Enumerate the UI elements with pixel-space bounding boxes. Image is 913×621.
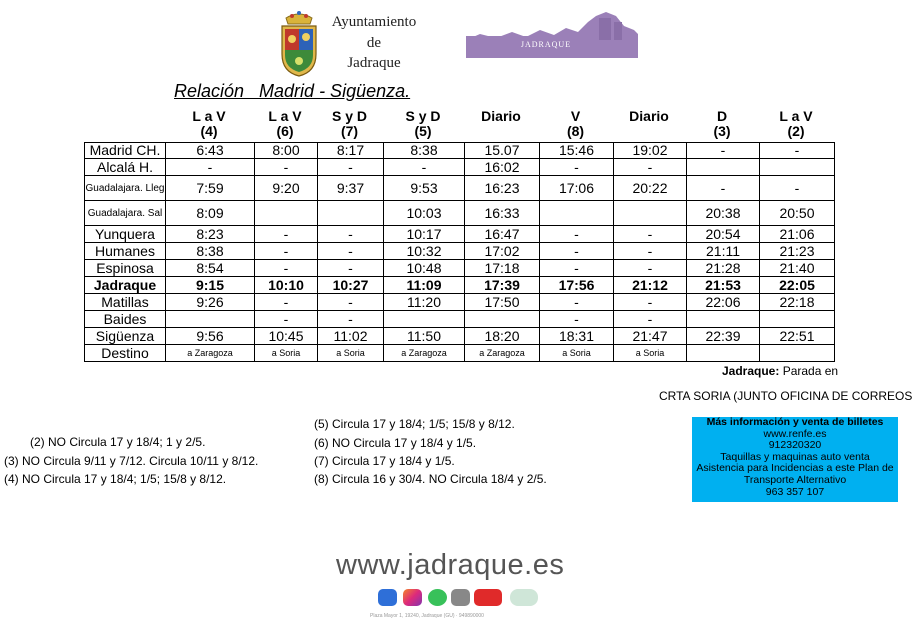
time-cell: 9:15 [166,277,255,294]
time-cell: 21:47 [614,328,687,345]
time-cell: 17:18 [465,260,540,277]
station-cell: Destino [85,345,166,362]
time-cell: - [540,294,614,311]
jadraque-banner-logo [466,8,638,58]
column-header-8 [686,109,758,139]
column-days: D [716,108,728,124]
info-phone: 912320320 [768,439,822,452]
column-note: (4) [200,123,218,139]
time-cell: 20:22 [614,176,687,201]
time-cell: 21:12 [614,277,687,294]
station-cell: Baides [85,311,166,328]
footnote-5: (5) Circula 17 y 18/4; 1/5; 15/8 y 8/12. [314,417,515,431]
coat-of-arms-logo [278,10,320,78]
info-phone-incidents: 963 357 107 [765,485,825,498]
time-cell: - [614,159,687,176]
footnote-2: (2) NO Circula 17 y 18/4; 1 y 2/5. [30,435,206,449]
table-row [85,294,835,311]
time-cell [760,159,835,176]
footnote-8: (8) Circula 16 y 30/4. NO Circula 18/4 y 2/5. [314,472,547,486]
time-cell: 20:38 [687,201,760,226]
table-row [85,226,835,243]
time-cell [255,201,318,226]
time-cell [614,201,687,226]
column-note: (2) [787,123,805,139]
time-cell: - [255,243,318,260]
time-cell: a Soria [614,345,687,362]
info-box [692,417,898,502]
time-cell: - [318,294,384,311]
column-note: (3) [713,123,731,139]
time-cell: 21:40 [760,260,835,277]
time-cell [687,311,760,328]
time-cell: 17:06 [540,176,614,201]
time-cell: 7:59 [166,176,255,201]
time-cell: 20:50 [760,201,835,226]
time-cell: - [318,159,384,176]
time-cell: - [540,311,614,328]
footer-website-link[interactable]: www.jadraque.es [336,549,565,581]
time-cell: - [614,260,687,277]
time-cell: 21:53 [687,277,760,294]
column-header-4 [383,109,463,139]
time-cell: - [540,226,614,243]
instagram-icon[interactable] [403,589,422,606]
time-cell: 10:03 [384,201,465,226]
time-cell [166,311,255,328]
time-cell: a Soria [255,345,318,362]
time-cell: 17:39 [465,277,540,294]
time-cell: 21:23 [760,243,835,260]
time-cell: 8:17 [318,143,384,159]
time-cell: 17:02 [465,243,540,260]
time-cell: - [540,159,614,176]
whatsapp-icon[interactable] [428,589,447,606]
ayuntamiento-line-2: de [366,35,382,51]
time-cell: 8:00 [255,143,318,159]
time-cell: - [760,176,835,201]
time-cell: 22:18 [760,294,835,311]
facebook-icon[interactable] [378,589,397,606]
time-cell [687,345,760,362]
time-cell: 18:20 [465,328,540,345]
time-cell: 10:17 [384,226,465,243]
stop-location: CRTA SORIA (JUNTO OFICINA DE CORREOS [659,389,913,403]
time-cell: 11:02 [318,328,384,345]
time-cell: a Zaragoza [465,345,540,362]
time-cell: 21:06 [760,226,835,243]
column-note: (8) [566,123,585,139]
station-cell: Yunquera [85,226,166,243]
time-cell: 15.07 [465,143,540,159]
time-cell: 9:56 [166,328,255,345]
stop-note-text: Parada en [779,364,839,378]
time-cell: 11:50 [384,328,465,345]
time-cell: 22:39 [687,328,760,345]
station-cell: Alcalá H. [85,159,166,176]
time-cell: - [614,226,687,243]
column-days: L a V [779,108,813,124]
time-cell [318,201,384,226]
footnote-3: (3) NO Circula 9/11 y 7/12. Circula 10/11 y 8/12. [4,454,259,468]
time-cell: 8:09 [166,201,255,226]
time-cell [760,345,835,362]
time-cell: - [255,294,318,311]
time-cell: - [318,260,384,277]
table-row [85,159,835,176]
time-cell: 9:53 [384,176,465,201]
info-line: Transporte Alternativo [743,473,847,486]
column-note: (6) [276,123,294,139]
column-header-9 [759,109,833,139]
time-cell [540,201,614,226]
time-cell: 9:26 [166,294,255,311]
x-icon[interactable] [451,589,470,606]
stop-note [722,364,838,378]
time-cell: 9:37 [318,176,384,201]
time-cell: - [540,260,614,277]
time-cell: 22:51 [760,328,835,345]
time-cell: 11:09 [384,277,465,294]
banner-text: JADRAQUE [520,40,572,49]
page-title: Relación Madrid - Sigüenza. [174,81,411,101]
time-cell: - [318,311,384,328]
time-cell: 8:38 [166,243,255,260]
column-header-3 [317,109,382,139]
time-cell: - [384,159,465,176]
footnote-4: (4) NO Circula 17 y 18/4; 1/5; 15/8 y 8/12. [4,472,227,486]
time-cell: - [614,243,687,260]
station-cell: Madrid CH. [85,143,166,159]
time-cell: 15:46 [540,143,614,159]
time-cell: 22:05 [760,277,835,294]
time-cell: 10:32 [384,243,465,260]
time-cell: a Soria [318,345,384,362]
time-cell: - [255,226,318,243]
time-cell: - [687,143,760,159]
station-cell: Espinosa [85,260,166,277]
info-website[interactable]: www.renfe.es [763,427,827,440]
timetable [84,142,835,362]
time-cell: - [318,243,384,260]
station-cell: Guadalajara. Lleg [85,176,166,201]
column-note: (5) [414,123,432,139]
footer-address: Plaza Mayor 1, 19240, Jadraque (GU) · 949890000 [370,613,484,619]
time-cell: a Zaragoza [166,345,255,362]
time-cell: 16:23 [465,176,540,201]
table-row [85,201,835,226]
youtube-icon[interactable] [474,589,502,606]
time-cell: 10:48 [384,260,465,277]
time-cell: - [614,294,687,311]
time-cell: a Zaragoza [384,345,465,362]
time-cell: - [255,159,318,176]
time-cell: - [318,226,384,243]
info-line: Asistencia para Incidencias a este Plan de [696,462,894,475]
column-header-6 [539,109,612,139]
time-cell: 16:47 [465,226,540,243]
time-cell [760,311,835,328]
table-row [85,143,835,159]
jadraque-web-icon[interactable] [510,589,538,606]
timetable-body [85,143,835,362]
ayuntamiento-line-3: Jadraque [347,55,401,71]
time-cell: - [166,159,255,176]
time-cell: 8:54 [166,260,255,277]
station-cell: Jadraque [85,277,166,294]
column-note: (7) [340,123,359,139]
time-cell: - [614,311,687,328]
stop-note-label: Jadraque: [722,364,780,378]
info-title: Más información y venta de billetes [706,416,884,428]
info-line: Taquillas y maquinas auto venta [720,450,870,463]
time-cell [687,159,760,176]
time-cell: 21:11 [687,243,760,260]
time-cell: a Soria [540,345,614,362]
table-row [85,311,835,328]
column-days: L a V [268,108,302,124]
time-cell: 20:54 [687,226,760,243]
station-cell: Matillas [85,294,166,311]
time-cell [384,311,465,328]
time-cell: - [760,143,835,159]
time-cell: 6:43 [166,143,255,159]
column-days: L a V [192,108,226,124]
station-cell: Sigüenza [85,328,166,345]
time-cell: 8:38 [384,143,465,159]
table-row [85,328,835,345]
column-days: Diario [481,108,521,124]
station-cell: Guadalajara. Sal [85,201,166,226]
table-row [85,176,835,201]
time-cell: 17:50 [465,294,540,311]
table-row [85,243,835,260]
time-cell: 18:31 [540,328,614,345]
footnote-7: (7) Circula 17 y 18/4 y 1/5. [314,454,455,468]
time-cell: 10:45 [255,328,318,345]
column-days: S y D [331,108,367,124]
time-cell: - [540,243,614,260]
time-cell: 17:56 [540,277,614,294]
time-cell [465,311,540,328]
column-header-1 [165,109,253,139]
table-row [85,260,835,277]
time-cell: 16:33 [465,201,540,226]
time-cell: - [687,176,760,201]
time-cell: 22:06 [687,294,760,311]
time-cell: 10:10 [255,277,318,294]
footnote-6: (6) NO Circula 17 y 18/4 y 1/5. [314,436,477,450]
time-cell: 16:02 [465,159,540,176]
column-header-5 [464,109,538,124]
column-days: S y D [405,108,441,124]
time-cell: 21:28 [687,260,760,277]
time-cell: 9:20 [255,176,318,201]
time-cell: 11:20 [384,294,465,311]
time-cell: - [255,311,318,328]
column-days: V [570,108,581,124]
column-days: Diario [629,108,669,124]
time-cell: 19:02 [614,143,687,159]
column-header-7 [613,109,685,124]
column-header-2 [254,109,316,139]
time-cell: - [255,260,318,277]
station-cell: Humanes [85,243,166,260]
ayuntamiento-line-1: Ayuntamiento [331,14,417,30]
table-row [85,277,835,294]
time-cell: 8:23 [166,226,255,243]
table-row [85,345,835,362]
time-cell: 10:27 [318,277,384,294]
